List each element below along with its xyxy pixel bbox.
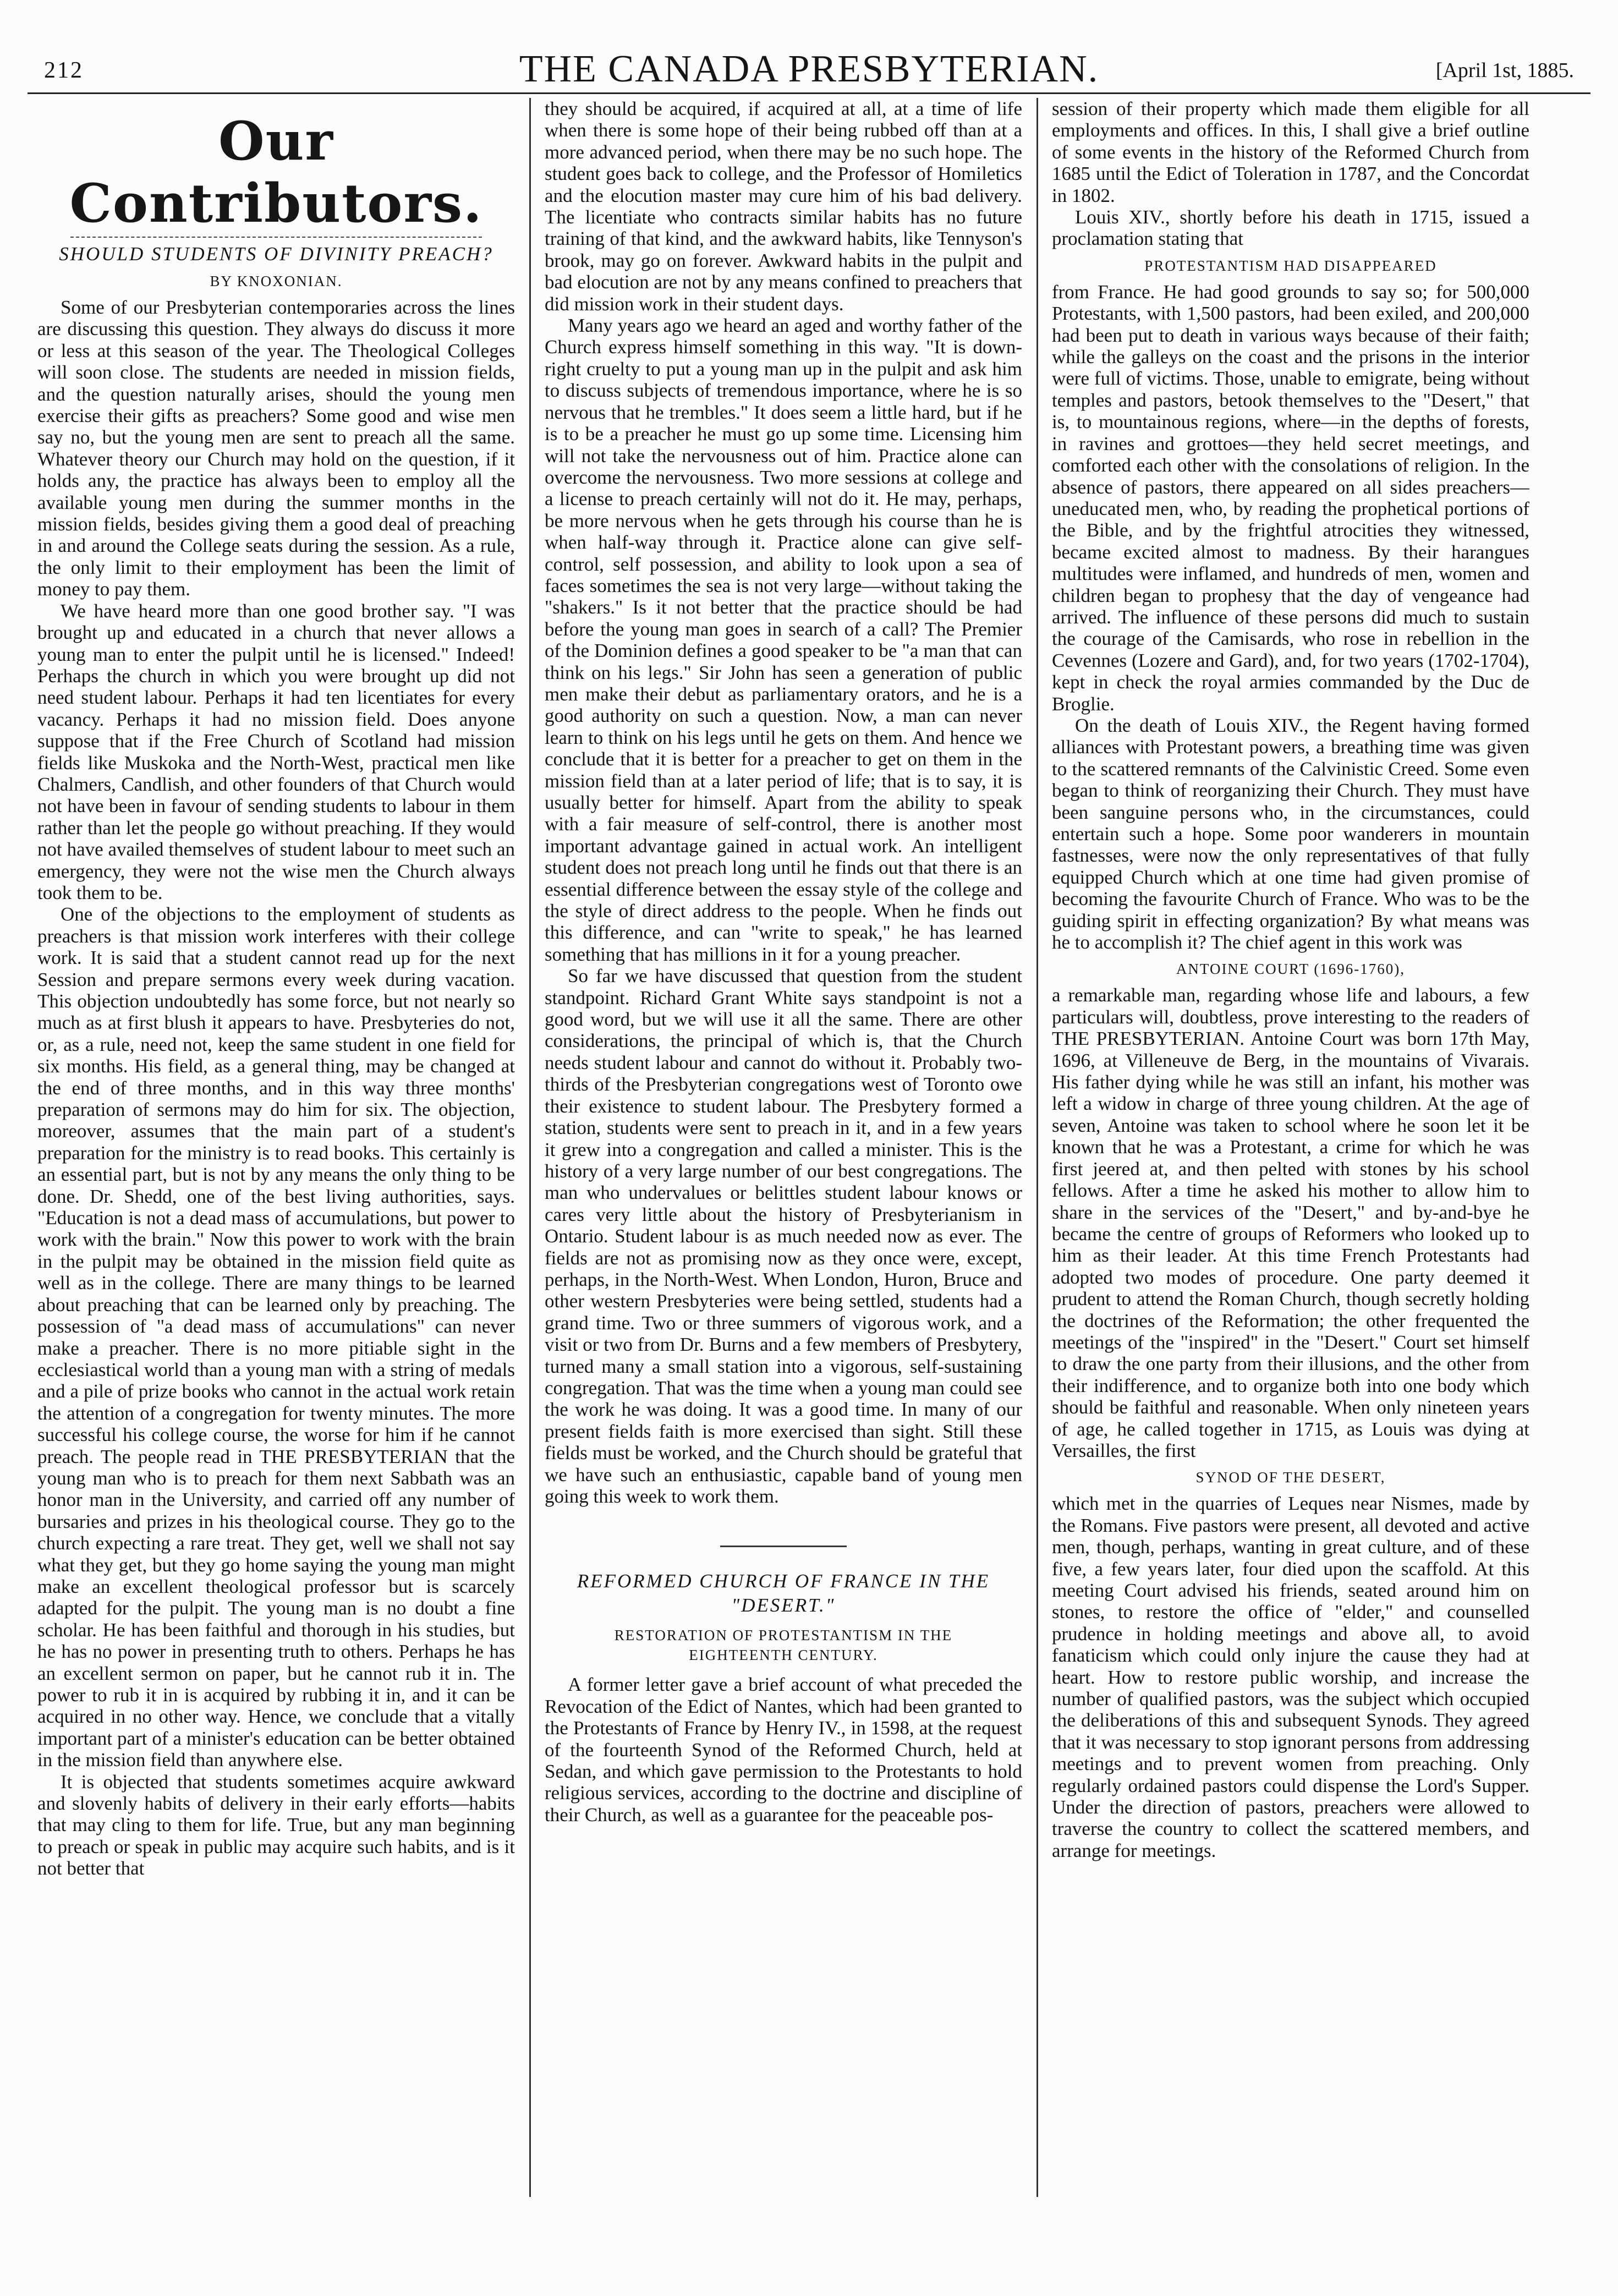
column-2 bbox=[545, 98, 1022, 2252]
paragraph: they should be acquired, if acquired at all, at a time of life when there is some hope of their being rubbed off than at a more advanced period, when there may be no such hope. The student goes back to college, and the Professor of Homiletics and the elocution master may cure him of his bad delivery. The licentiate who contracts similar habits has no future training of that kind, and the awkward habits, like Tennyson's brook, may go on forever. Awkward habits in the pulpit and bad elocution are not by any means confined to preachers that did mission work in their student days. bbox=[545, 98, 1022, 315]
subheading: SYNOD OF THE DESERT, bbox=[1195, 1469, 1386, 1486]
paragraph: On the death of Louis XIV., the Regent having formed alliances with Protestant powers, a breathing time was given to the scattered remnants of the Calvinistic Creed. Some even began to think of reorganizing their Church. They must have been sanguine persons who, in the circumstances, could entertain such a hope. Some poor wanderers in mountain fastnesses, were now the only representatives of that fully equipped Church which at one time had given promise of becoming the favourite Church of France. Who was to be the guiding spirit in effecting organization? By what means was he to accomplish it? The chief agent in this work was bbox=[1052, 714, 1529, 954]
column-rule bbox=[1036, 98, 1038, 2197]
byline: BY KNOXONIAN. bbox=[210, 273, 343, 289]
column-rule bbox=[529, 98, 531, 2197]
column-1 bbox=[37, 98, 515, 2252]
paragraph: session of their property which made them eligible for all employments and offices. In this, I shall give a brief outline of some events in the history of the Reformed Church from 1685 until the Edict of Toleration in 1787, and the Concordat in 1802. bbox=[1052, 98, 1529, 206]
page-number: 212 bbox=[44, 58, 84, 83]
paragraph: A former letter gave a brief account of what preceded the Revocation of the Edict of Nantes, which had been granted to the Protestants of France by Henry IV., in 1598, at the request of the fourteenth Synod of the Reformed Church, held at Sedan, and which gave permission to the Protestants to hold religious services, according to the doctrine and discipline of their Church, as well as a guarantee for the peaceable pos- bbox=[545, 1674, 1022, 1826]
subheading: ANTOINE COURT (1696-1760), bbox=[1176, 961, 1406, 978]
paragraph: Some of our Presbyterian contemporaries across the lines are discussing this question. They always do discuss it more or less at this season of the year. The Theological Colleges will soon close. The students are needed in mission fields, and the question naturally arises, should the young men exercise their gifts as preachers? Some good and wise men say no, but the young men are sent to preach all the same. Whatever theory our Church may hold on the question, if it holds any, the practice has always been to employ all the available young men during the summer months in the mission fields, besides giving them a good deal of preaching in and around the College seats during the session. As a rule, the only limit to their employment has been the limit of money to pay them. bbox=[37, 297, 515, 600]
paragraph: which met in the quarries of Leques near Nismes, made by the Romans. Five pastors were present, all devoted and active men, though, perhaps, wanting in great culture, and of these five, a few years later, four died upon the scaffold. At this meeting Court advised his friends, seated around him on stones, to restore the office of "elder," and counselled prudence in holding meetings and above all, to avoid fanaticism which could only injure the cause they had at heart. How to restore public worship, and increase the number of qualified pastors, was the subject which occupied the deliberations of this and subsequent Synods. They agreed that it was necessary to stop ignorant persons from addressing meetings and to prevent women from preaching. Only regularly ordained pastors could dispense the Lord's Supper. Under the direction of pastors, preachers were allowed to traverse the country to collect the scattered members, and arrange for meetings. bbox=[1052, 1493, 1529, 1861]
column-3 bbox=[1052, 98, 1529, 2252]
section-masthead: Our Contributors. bbox=[69, 110, 483, 234]
paragraph: We have heard more than one good brother say. "I was brought up and educated in a church that never allows a young man to enter the pulpit until he is licensed." Indeed! Perhaps the church in which you were brought up did not need student labour. Perhaps it had ten licentiates for every vacancy. Perhaps it had no mission field. Does anyone suppose that if the Free Church of Scotland had mission fields like Muskoka and the North-West, practical men like Chalmers, Candlish, and other founders of that Church would not have been in favour of sending students to labour in them rather than let the people go without preaching. If they would not have availed themselves of student labour to meet such an emergency, they were not the wise men the Church always took them to be. bbox=[37, 600, 515, 903]
paragraph: One of the objections to the employment of students as preachers is that mission work interferes with their college work. It is said that a student cannot read up for the next Session and prepare sermons every week during vacation. This objection undoubtedly has some force, but not nearly so much as at first blush it appears to have. Presbyteries do not, or, as a rule, need not, keep the same student in one field for six months. His field, as a general thing, may be changed at the end of three months, and in this way three months' preparation of sermons may do him for six. The objection, moreover, assumes that the main part of a student's preparation for the ministry is to read books. This certainly is an essential part, but is not by any means the only thing to be done. Dr. Shedd, one of the best living authorities, says. "Education is not a dead mass of accumulations, but power to work with the brain." Now this power to work with the brain in the pulpit may be obtained in the mission field quite as well as in the college. There are many things to be learned about preaching that can be learned only by preaching. The possession of "a dead mass of accumulations" can never make a preacher. There is no more pitiable sight in the ecclesiastical world than a young man with a string of medals and a pile of prize books who cannot in the actual work retain the attention of a congregation for twenty minutes. The more successful his college course, the worse for him if he cannot preach. The people read in THE PRESBYTERIAN that the young man who is to preach for them next Sabbath was an honor man in the University, and carried off any number of bursaries and prizes in his theological course. They go to the church expecting a rare treat. They get, well we shall not say what they get, but they go home saying the young man might make an excellent theological professor but is scarcely adapted for the pulpit. The young man is no doubt a fine scholar. He has been faithful and thorough in his studies, but he has no power in presenting truth to others. Perhaps he has an excellent sermon on paper, but he cannot rub it in. The power to rub it in is acquired by rubbing it in, and it can be acquired in no other way. Hence, we conclude that a vitally important part of a minister's education can be better obtained in the mission field than anywhere else. bbox=[37, 903, 515, 1771]
paragraph: Louis XIV., shortly before his death in 1715, issued a proclamation stating that bbox=[1052, 206, 1529, 250]
paragraph: It is objected that students sometimes acquire awkward and slovenly habits of delivery in their early efforts—habits that may cling to them for life. True, but any man beginning to preach or speak in public may acquire such habits, and is it not better that bbox=[37, 1771, 515, 1879]
paragraph: a remarkable man, regarding whose life and labours, a few particulars will, doubtless, prove interesting to the readers of THE PRESBYTERIAN. Antoine Court was born 17th May, 1696, at Villeneuve de Berg, in the mountains of Vivarais. His father dying while he was still an infant, his mother was left a widow in charge of three young children. At the age of seven, Antoine was taken to school where he soon let it be known that he was a Protestant, a crime for which he was first jeered at, and then pelted with stones by his school fellows. After a time he asked his mother to allow him to share in the services of the "Desert," and by-and-bye he became the centre of groups of Reformers who looked up to him as their leader. At this time French Protestants had adopted two modes of procedure. One party deemed it prudent to attend the Roman Church, though secretly holding the doctrines of the Reformation; the other frequented the meetings of the "inspired" in the "Desert." Court set himself to draw the one party from their illusions, and the other from their indifference, and to organize both into one body which should be faithful and reasonable. When only nineteen years of age, he called together in 1715, as Louis was dying at Versailles, the first bbox=[1052, 984, 1529, 1461]
paragraph: Many years ago we heard an aged and worthy father of the Church express himself something in this way. "It is down-right cruelty to put a young man up in the pulpit and ask him to discuss subjects of tremendous importance, where he is so nervous that he trembles." It does seem a little hard, but if he is to be a preacher he must go up some time. Licensing him will not take the nervousness out of him. Practice alone can overcome the nervousness. Two more sessions at college and a license to preach certainly will not do it. He may, perhaps, be more nervous when he gets through his course than he is when half-way through it. Practice alone can give self-control, self possession, and ability to look upon a sea of faces sometimes the sea is not very large—without taking the "shakers." Is it not better that the practice should be had before the young man goes in search of a call? The Premier of the Dominion defines a good speaker to be "a man that can think on his legs." Sir John has seen a generation of public men make their debut as parliamentary orators, and he is a good authority on such a question. Now, a man can never learn to think on his legs until he gets on them. And hence we conclude that it is better for a preacher to get on them in the mission field than at a later period of life; that is to say, it is usually better for himself. Apart from the ability to speak with a fair measure of self-control, there is another most important advantage gained in actual work. An intelligent student does not preach long until he finds out that there is an essential difference between the essay style of the college and the style of direct address to the people. When he finds out this difference, and can "write to speak," he has learned something that has millions in it for a young preacher. bbox=[545, 315, 1022, 965]
article-subtitle: RESTORATION OF PROTESTANTISM IN THE EIGHTEENTH CENTURY. bbox=[614, 1627, 953, 1664]
article-title: SHOULD STUDENTS OF DIVINITY PREACH? bbox=[59, 243, 493, 265]
page-header bbox=[44, 47, 1574, 97]
masthead-rule bbox=[70, 237, 482, 238]
article-separator bbox=[720, 1546, 847, 1547]
issue-date: [April 1st, 1885. bbox=[1435, 59, 1574, 82]
header-rule bbox=[28, 92, 1590, 94]
article-title: REFORMED CHURCH OF FRANCE IN THE "DESERT." bbox=[577, 1570, 990, 1616]
journal-title: THE CANADA PRESBYTERIAN. bbox=[519, 48, 1099, 90]
paragraph: from France. He had good grounds to say so; for 500,000 Protestants, with 1,500 pastors, had been exiled, and 200,000 had been put to death in various ways because of their faith; while the galleys on the coast and the prisons in the interior were full of victims. Those, unable to emigrate, being without temples and pastors, betook themselves to the "Desert," that is, to mountainous regions, where—in the depths of forests, in ravines and grottoes—they held secret meetings, and comforted each other with the consolations of religion. In the absence of pastors, there appeared on all sides preachers—uneducated men, who, by reading the prophetical portions of the Bible, and by the frightful atrocities they witnessed, became excited almost to madness. By their harangues multitudes were inflamed, and hundreds of men, women and children began to prophesy that the day of vengeance had arrived. The influence of these persons did much to sustain the courage of the Camisards, who rose in rebellion in the Cevennes (Lozere and Gard), and, for two years (1702-1704), kept in check the royal armies commanded by the Duc de Broglie. bbox=[1052, 281, 1529, 715]
paragraph: So far we have discussed that question from the student standpoint. Richard Grant White says standpoint is not a good word, but we will use it all the same. There are other considerations, the principal of which is, that the Church needs student labour and cannot do without it. Probably two-thirds of the Presbyterian congregations west of Toronto owe their existence to student labour. The Presbytery formed a station, students were sent to preach in it, and in a few years it grew into a congregation and called a minister. This is the history of a very large number of our best congregations. The man who undervalues or belittles student labour knows or cares very little about the history of Presbyterianism in Ontario. Student labour is as much needed now as ever. The fields are not as promising now as they once were, except, perhaps, in the North-West. When London, Huron, Bruce and other western Presbyteries were being settled, students had a grand time. Two or three summers of vigorous work, and a visit or two from Dr. Burns and a few members of Presbytery, turned many a small station into a vigorous, self-sustaining congregation. That was the time when a young man could see the work he was doing. It was a good time. In many of our present fields faith is more exercised than sight. Still these fields must be worked, and the Church should be grateful that we have such an enthusiastic, capable band of young men going this week to work them. bbox=[545, 965, 1022, 1507]
subheading: PROTESTANTISM HAD DISAPPEARED bbox=[1144, 257, 1437, 274]
